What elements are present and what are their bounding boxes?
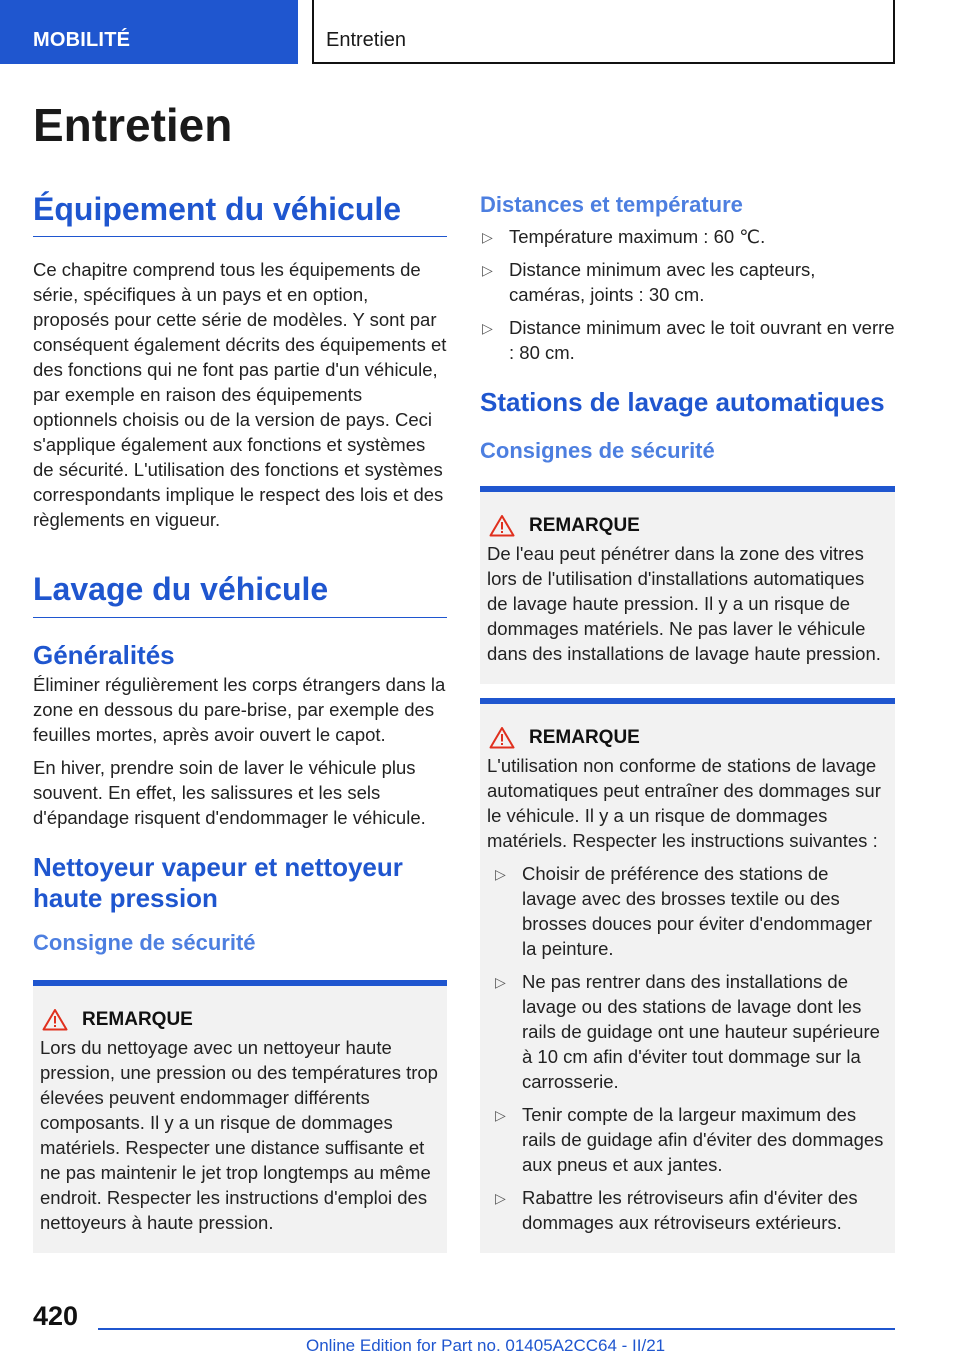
list-item: ▷ Choisir de préférence des stations de lavage avec des brosses textile ou des brosses douces pour éviter d'endommager la peinture. — [495, 863, 873, 960]
page-number: 420 — [33, 1301, 79, 1331]
left-column — [33, 190, 447, 1253]
list-item: ▷ Distance minimum avec les capteurs, caméras, joints : 30 cm. — [482, 259, 816, 306]
note-text: Lors du nettoyage avec un nettoyeur haute pression, une pression ou des températures trop élevées peuvent endommager différents composants. Il y a un risque de dommages matériels. Respecter une distance suffisante et ne pas maintenir le jet trop longtemps au même endroit. Respecter les instructions d'emploi des nettoyeurs à haute pression. — [40, 1037, 438, 1234]
wash-heading: Lavage du véhicule — [33, 570, 447, 617]
safety-notes-heading: Consignes de sécurité — [480, 438, 715, 464]
triangle-right-outline-icon: ▷ — [495, 1107, 506, 1124]
distances-list — [480, 224, 895, 365]
warning-triangle-icon — [489, 514, 515, 537]
right-column — [480, 192, 895, 1253]
header-chapter-label: Entretien — [326, 29, 407, 51]
equipment-text: Ce chapitre comprend tous les équipements de série, spécifiques à un pays et en option, proposés pour cette série de modèles. Y sont par conséquent également décrits des équipements et des fonctions qui ne font pas partie d'un véhicule, par exemple en raison des équipements optionnels choisis ou de la version de pays. Ceci s'applique également aux fonctions et systèmes de sécurité. L'utilisation des fonctions et systèmes correspondants implique le respect des lois et des règlements en vigueur. — [33, 259, 447, 531]
list-item: ▷ Rabattre les rétroviseurs afin d'éviter des dommages aux rétroviseurs extérieurs. — [495, 1187, 858, 1234]
general-paragraph-2: En hiver, prendre soin de laver le véhicule plus souvent. En effet, les salissures et les sels d'épandage risquent d'endommager le véhicule. — [33, 757, 426, 829]
triangle-right-outline-icon: ▷ — [482, 262, 493, 279]
note-label: REMARQUE — [529, 514, 640, 536]
distances-heading: Distances et température — [480, 192, 743, 217]
note-box-pressure — [33, 980, 447, 1253]
note-header — [487, 726, 888, 749]
triangle-right-outline-icon: ▷ — [495, 974, 506, 991]
note-box-automatic-wash — [480, 698, 895, 1253]
triangle-right-outline-icon: ▷ — [482, 229, 493, 246]
note-text: L'utilisation non conforme de stations de lavage automatiques peut entraîner des dommages sur le véhicule. Il y a un risque de dommages matériels. Respecter les instructions suivantes : — [487, 755, 881, 852]
note-label: REMARQUE — [529, 726, 640, 748]
warning-triangle-icon — [42, 1008, 68, 1031]
general-paragraph-1: Éliminer régulièrement les corps étrangers dans la zone en dessous du pare-brise, par exemple des feuilles mortes, après avoir ouvert le capot. — [33, 674, 446, 746]
header-section — [0, 0, 298, 64]
warning-triangle-icon — [489, 726, 515, 749]
note-header — [40, 1008, 440, 1031]
footer-divider — [98, 1328, 895, 1330]
list-item: ▷ Tenir compte de la largeur maximum des rails de guidage afin d'éviter des dommages aux pneus et aux jantes. — [495, 1104, 884, 1176]
page-title: Entretien — [33, 99, 233, 151]
instructions-list — [487, 861, 888, 1235]
triangle-right-outline-icon: ▷ — [482, 320, 493, 337]
list-item: ▷ Température maximum : 60 ℃. — [480, 224, 895, 249]
list-item: ▷ Distance minimum avec le toit ouvrant en verre : 80 cm. — [482, 317, 895, 364]
list-item: ▷ Ne pas rentrer dans des installations de lavage ou des stations de lavage dont les rails de guidage ont une hauteur supérieure à 10 cm afin d'éviter tout dommage sur la carrosserie. — [495, 971, 880, 1093]
safety-heading: Consigne de sécurité — [33, 929, 256, 955]
header-section-label: MOBILITÉ — [33, 29, 131, 51]
general-heading: Généralités — [33, 639, 175, 670]
note-label: REMARQUE — [82, 1008, 193, 1030]
equipment-heading: Équipement du véhicule — [33, 190, 447, 237]
stations-heading: Stations de lavage automatiques — [480, 387, 885, 418]
triangle-right-outline-icon: ▷ — [495, 1190, 506, 1207]
note-text: De l'eau peut pénétrer dans la zone des vitres lors de l'utilisation d'installations automatiques de lavage haute pression. Il y a un risque de dommages matériels. Ne pas laver le véhicule dans des installations de lavage haute pression. — [487, 543, 881, 665]
header-chapter — [312, 0, 895, 64]
note-header — [487, 514, 888, 537]
note-box-water — [480, 486, 895, 684]
steam-cleaner-heading: Nettoyeur vapeur et nettoyeur haute pression — [33, 852, 403, 914]
footer-edition: Online Edition for Part no. 01405A2CC64 - II/21 — [306, 1336, 666, 1355]
triangle-right-outline-icon: ▷ — [495, 866, 506, 883]
